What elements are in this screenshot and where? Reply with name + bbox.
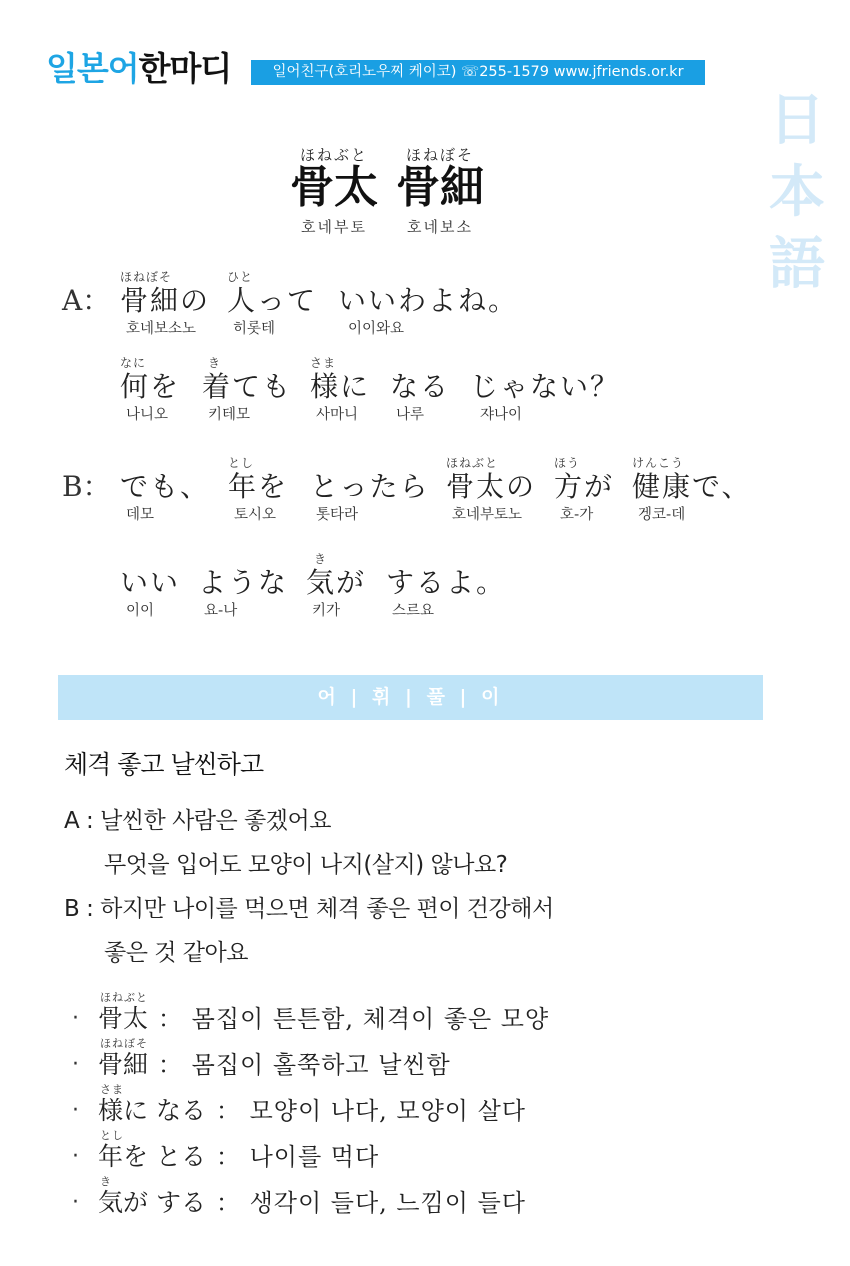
japanese-text: でも、	[120, 470, 211, 503]
ruby-text: さま	[100, 1083, 124, 1096]
dialogue-line-b2	[120, 552, 506, 620]
japanese-text: するよ。	[386, 566, 507, 599]
korean-reading: 이이	[126, 603, 155, 619]
title-furigana: ほねぼそ	[405, 146, 474, 164]
dialogue-segment	[120, 270, 227, 338]
japanese-text: 様に	[310, 370, 371, 403]
bullet: ·	[72, 1006, 79, 1031]
glossary-definition: ： 나이를 먹다	[215, 1143, 380, 1171]
brand-logo	[46, 44, 231, 90]
japanese-text: 年を とる	[98, 1142, 206, 1171]
korean-reading: 토시오	[234, 507, 277, 523]
glossary-term	[98, 1038, 148, 1080]
dialogue-segment	[554, 456, 632, 524]
japanese-text: いい	[120, 566, 181, 599]
dialogue-line-b1	[62, 456, 751, 524]
bullet: ·	[72, 1098, 79, 1123]
side-kanji-1: 日	[769, 87, 825, 153]
japanese-text: 骨太の	[446, 470, 537, 503]
side-watermark	[768, 84, 826, 300]
speaker-b-label: B：	[62, 470, 111, 503]
dialogue-line-a1	[62, 270, 518, 338]
japanese-text: 何を	[120, 370, 181, 403]
title-korean: 호네보소	[407, 218, 473, 236]
title-word	[290, 144, 378, 237]
ruby-text: ほねぶと	[100, 991, 148, 1004]
dialogue-segment	[198, 552, 306, 620]
glossary-definition: ： 생각이 들다, 느낌이 들다	[215, 1189, 526, 1217]
ruby-text: き	[100, 1175, 112, 1188]
title-kanji: 骨太	[290, 162, 378, 213]
japanese-text: 着ても	[202, 370, 293, 403]
japanese-text: 人って	[227, 284, 318, 317]
japanese-text: 気が する	[98, 1188, 206, 1217]
korean-reading: 이이와요	[348, 321, 405, 337]
speaker-a-label: A：	[62, 284, 111, 317]
translation-line: 좋은 것 같아요	[104, 940, 248, 966]
glossary-item	[72, 1038, 451, 1080]
korean-reading: 키테모	[208, 407, 251, 423]
japanese-text: 骨細	[98, 1050, 149, 1079]
korean-reading: 데모	[126, 507, 155, 523]
dialogue-segment	[120, 356, 202, 424]
bullet: ·	[72, 1144, 79, 1169]
japanese-text: 健康で、	[632, 470, 752, 503]
japanese-text: 様に なる	[98, 1096, 206, 1125]
ruby-text: ほねぼそ	[100, 1037, 148, 1050]
title-word	[396, 144, 484, 237]
korean-reading: 사마니	[316, 407, 359, 423]
korean-reading: 겡코-데	[638, 507, 686, 523]
dialogue-line-a2	[120, 356, 620, 424]
japanese-text: 骨太	[98, 1004, 149, 1033]
translation-line: A : 날씬한 사람은 좋겠어요	[64, 808, 331, 834]
dialogue-segment	[390, 356, 470, 424]
japanese-text: ような	[198, 566, 289, 599]
korean-reading: 호-가	[560, 507, 594, 523]
bullet: ·	[72, 1190, 79, 1215]
korean-reading: 나니오	[126, 407, 169, 423]
dialogue-segment	[120, 456, 228, 524]
japanese-text: 年を	[228, 470, 289, 503]
glossary-term	[98, 1130, 206, 1172]
japanese-text: とったら	[310, 470, 430, 503]
dialogue-segment	[446, 456, 554, 524]
korean-reading: 히롯테	[233, 321, 276, 337]
korean-reading: 나루	[396, 407, 425, 423]
dialogue-segment	[202, 356, 310, 424]
korean-reading: 호네보소노	[126, 321, 197, 337]
glossary-definition: ： 몸집이 홀쭉하고 날씬함	[158, 1051, 451, 1079]
ruby-text: き	[314, 552, 328, 566]
ruby-text: なに	[120, 356, 147, 370]
dialogue-segment	[310, 356, 390, 424]
glossary-item	[72, 1176, 526, 1218]
korean-reading: 쟈나이	[480, 407, 523, 423]
side-kanji-3: 語	[769, 231, 825, 297]
korean-reading: 키가	[312, 603, 341, 619]
translation-line: 무엇을 입어도 모양이 나지(살지) 않나요?	[104, 852, 508, 878]
glossary-term	[98, 992, 148, 1034]
ruby-text: ひと	[227, 270, 254, 284]
dialogue-segment	[306, 552, 386, 620]
dialogue-segment	[228, 456, 310, 524]
brand-title-black: 한마디	[138, 49, 232, 88]
japanese-text: 気が	[306, 566, 367, 599]
ruby-text: き	[208, 356, 222, 370]
dialogue-segment	[120, 552, 198, 620]
ruby-text: ほねぶと	[446, 456, 499, 470]
ruby-text: とし	[228, 456, 255, 470]
japanese-text: なる	[390, 370, 451, 403]
glossary-term	[98, 1176, 206, 1218]
korean-reading: 요-나	[204, 603, 238, 619]
glossary-definition: ： 몸집이 튼튼함, 체격이 좋은 모양	[158, 1005, 550, 1033]
korean-reading: 톳타라	[316, 507, 359, 523]
korean-reading: 호네부토노	[452, 507, 523, 523]
dialogue-segment	[632, 456, 751, 524]
translation-title: 체격 좋고 날씬하고	[64, 750, 264, 779]
dialogue-segment	[227, 270, 338, 338]
glossary-term	[98, 1084, 206, 1126]
japanese-text: 方が	[554, 470, 615, 503]
glossary-item	[72, 1084, 526, 1126]
ruby-text: とし	[100, 1129, 124, 1142]
side-kanji-2: 本	[769, 159, 825, 225]
dialogue-segment	[310, 456, 446, 524]
ruby-text: さま	[310, 356, 337, 370]
glossary-item	[72, 1130, 379, 1172]
korean-reading: 스르요	[392, 603, 435, 619]
title-korean: 호네부토	[301, 218, 367, 236]
ruby-text: けんこう	[632, 456, 685, 470]
glossary-item	[72, 992, 549, 1034]
dialogue-segment	[338, 270, 518, 338]
contact-banner: 일어친구(호리노우찌 케이코) ☏255-1579 www.jfriends.or.kr	[251, 60, 705, 85]
dialogue-segment	[470, 356, 620, 424]
bullet: ·	[72, 1052, 79, 1077]
title-kanji: 骨細	[396, 162, 484, 213]
title-furigana: ほねぶと	[299, 146, 368, 164]
lesson-title	[290, 144, 484, 237]
japanese-text: じゃない？	[470, 370, 621, 403]
vocabulary-section-bar: 어 | 휘 | 풀 | 이	[58, 675, 763, 720]
ruby-text: ほねぼそ	[120, 270, 173, 284]
dialogue-segment	[386, 552, 506, 620]
japanese-text: いいわよね。	[338, 284, 519, 317]
brand-title-blue: 일본어	[46, 49, 139, 88]
glossary-definition: ： 모양이 나다, 모양이 살다	[215, 1097, 526, 1125]
ruby-text: ほう	[554, 456, 581, 470]
japanese-text: 骨細の	[120, 284, 211, 317]
translation-line: B : 하지만 나이를 먹으면 체격 좋은 편이 건강해서	[64, 896, 554, 922]
